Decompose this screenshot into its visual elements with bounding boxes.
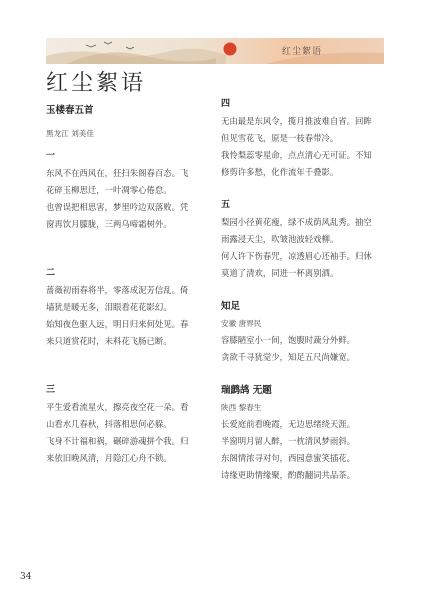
left-column — [46, 102, 208, 467]
poem-line: 我怜梨蕊零星命，点点清心无可证。不知 — [221, 150, 372, 160]
poem-line: 诗缘更助情缘聚，酌酌翻词共品茶。 — [221, 470, 355, 480]
poem-line: 莫道了清欢，同进一杯离别酒。 — [221, 268, 339, 278]
poem-line: 贪欲千寻犹觉少，知足五尺尚嫌宽。 — [221, 352, 355, 362]
poem-line: 墙犹是暖无多，泪眼看花花影幻。 — [46, 302, 172, 312]
section-number: 四 — [221, 99, 231, 109]
poem-author: 陕西 黎春生 — [221, 403, 262, 412]
poem-line: 飞身不计福和祸，碾碎游魂拼个我。归 — [46, 436, 189, 446]
poem-line: 始知夜色驱人远，明日归来何处见。春 — [46, 319, 189, 329]
poem-line: 修剪许多愁，化作流年千叠影。 — [221, 167, 339, 177]
poem-line: 雨露浸天尘，吹皱池波轻戏柳。 — [221, 234, 339, 244]
page-number: 34 — [20, 572, 32, 582]
poem-line: 山看水几春秋，抖落相思何必躲。 — [46, 419, 172, 429]
poem-line: 长爱庭前看晚霞，无边思绪绕天涯。 — [221, 419, 355, 429]
poem-line: 半窗明月留人醉，一枕清风梦雨斜。 — [221, 436, 355, 446]
poem-line: 无由最是东风令，揽月推波难自省。回眸 — [221, 116, 372, 126]
section-number: 二 — [46, 268, 56, 278]
poem-author: 安徽 唐界民 — [221, 319, 262, 328]
poem-line: 梨园小径黄花瘦，绿不成荫风乱秀。抽空 — [221, 217, 372, 227]
poem-author: 黑龙江 刘美佳 — [46, 129, 94, 138]
poem-line: 何人许下伤春咒，凉透眉心还袖手。归休 — [221, 251, 372, 261]
header-banner — [46, 38, 384, 64]
bird-icon — [86, 45, 96, 47]
bird-icon — [104, 42, 112, 44]
poem-line: 东风不在西风在，狂扫朱阁春百态。飞 — [46, 168, 189, 178]
bird-icon — [126, 47, 134, 49]
banner-title: 红尘絮语 — [281, 47, 322, 57]
poem-line: 东阁情浓寻对句，西园意蜜笑插花。 — [221, 453, 355, 463]
poem-line: 花碎玉柳思迁，一叶凋零心倦怠。 — [46, 185, 172, 195]
page-title: 红尘絮语 — [46, 71, 147, 96]
poem-title: 玉楼春五首 — [46, 105, 94, 116]
poem-line: 但见雪花飞，原是一枝春带冷。 — [221, 133, 339, 143]
section-number: 五 — [221, 200, 231, 210]
section-number: 一 — [46, 151, 56, 161]
poem-title: 瑞鹧鸪 无题 — [221, 385, 272, 396]
sun-icon — [224, 43, 237, 56]
poem-line: 平生爱看流星火，擦亮夜空花一朵。看 — [46, 402, 189, 412]
poem-line: 窗再饮月朦胧，三两乌啼霜树外。 — [46, 219, 172, 229]
poem-line: 也曾误把相思害，梦里吟边双落败。凭 — [46, 202, 189, 212]
right-column — [221, 96, 383, 484]
landscape-illustration — [46, 38, 384, 64]
poem-line: 蔷薇初雨春将半，零落成泥芳信乱。倚 — [46, 285, 189, 295]
poem-line: 来依旧晚风清，月隐江心舟不锁。 — [46, 453, 172, 463]
section-number: 三 — [46, 385, 56, 395]
poem-line: 来只道赏花时，未料花飞肠已断。 — [46, 336, 172, 346]
poem-line: 容膝陋室小一间，饱腹时蔬分外鲜。 — [221, 335, 355, 345]
poem-title: 知足 — [221, 301, 241, 312]
